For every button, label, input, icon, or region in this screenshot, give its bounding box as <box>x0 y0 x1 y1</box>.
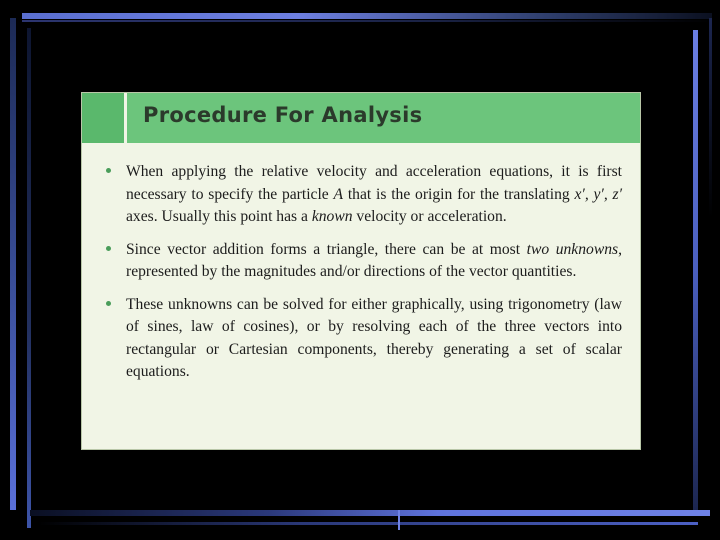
frame-right-bar <box>693 30 698 510</box>
panel-title: Procedure For Analysis <box>143 103 423 127</box>
frame-bottom-thin-bar <box>38 522 698 525</box>
item-text: Since vector addition forms a triangle, there can be at most two unknowns, represented by the magnitudes and/or directions of the vector quantities. <box>126 240 622 280</box>
bullet-icon <box>106 168 111 173</box>
frame-bottom-tick <box>398 510 400 530</box>
frame-top-thin-bar <box>22 20 712 22</box>
frame-left-inner-bar <box>27 28 31 528</box>
panel-header-tab <box>82 93 127 143</box>
procedure-list <box>82 161 640 394</box>
frame-right-inner-bar <box>709 18 712 218</box>
frame-top-bar <box>22 13 712 19</box>
item-text: These unknowns can be solved for either graphically, using trigonometry (law of sines, law of cosines), or by resolving each of the three vectors into rectangular or Cartesian components, thereby generating a set of scalar equations. <box>126 295 622 380</box>
list-item <box>82 161 640 229</box>
procedure-panel <box>81 92 641 450</box>
bullet-icon <box>106 301 111 306</box>
bullet-icon <box>106 246 111 251</box>
panel-header <box>82 93 640 143</box>
frame-left-bar <box>10 18 16 510</box>
frame-bottom-bar <box>30 510 710 516</box>
list-item <box>82 239 640 284</box>
list-item <box>82 294 640 384</box>
item-text: When applying the relative velocity and acceleration equations, it is first necessary to specify the particle A that is the origin for the translating x′, y′, z′ axes. Usually this point has a known velocity or acceleration. <box>126 163 622 225</box>
